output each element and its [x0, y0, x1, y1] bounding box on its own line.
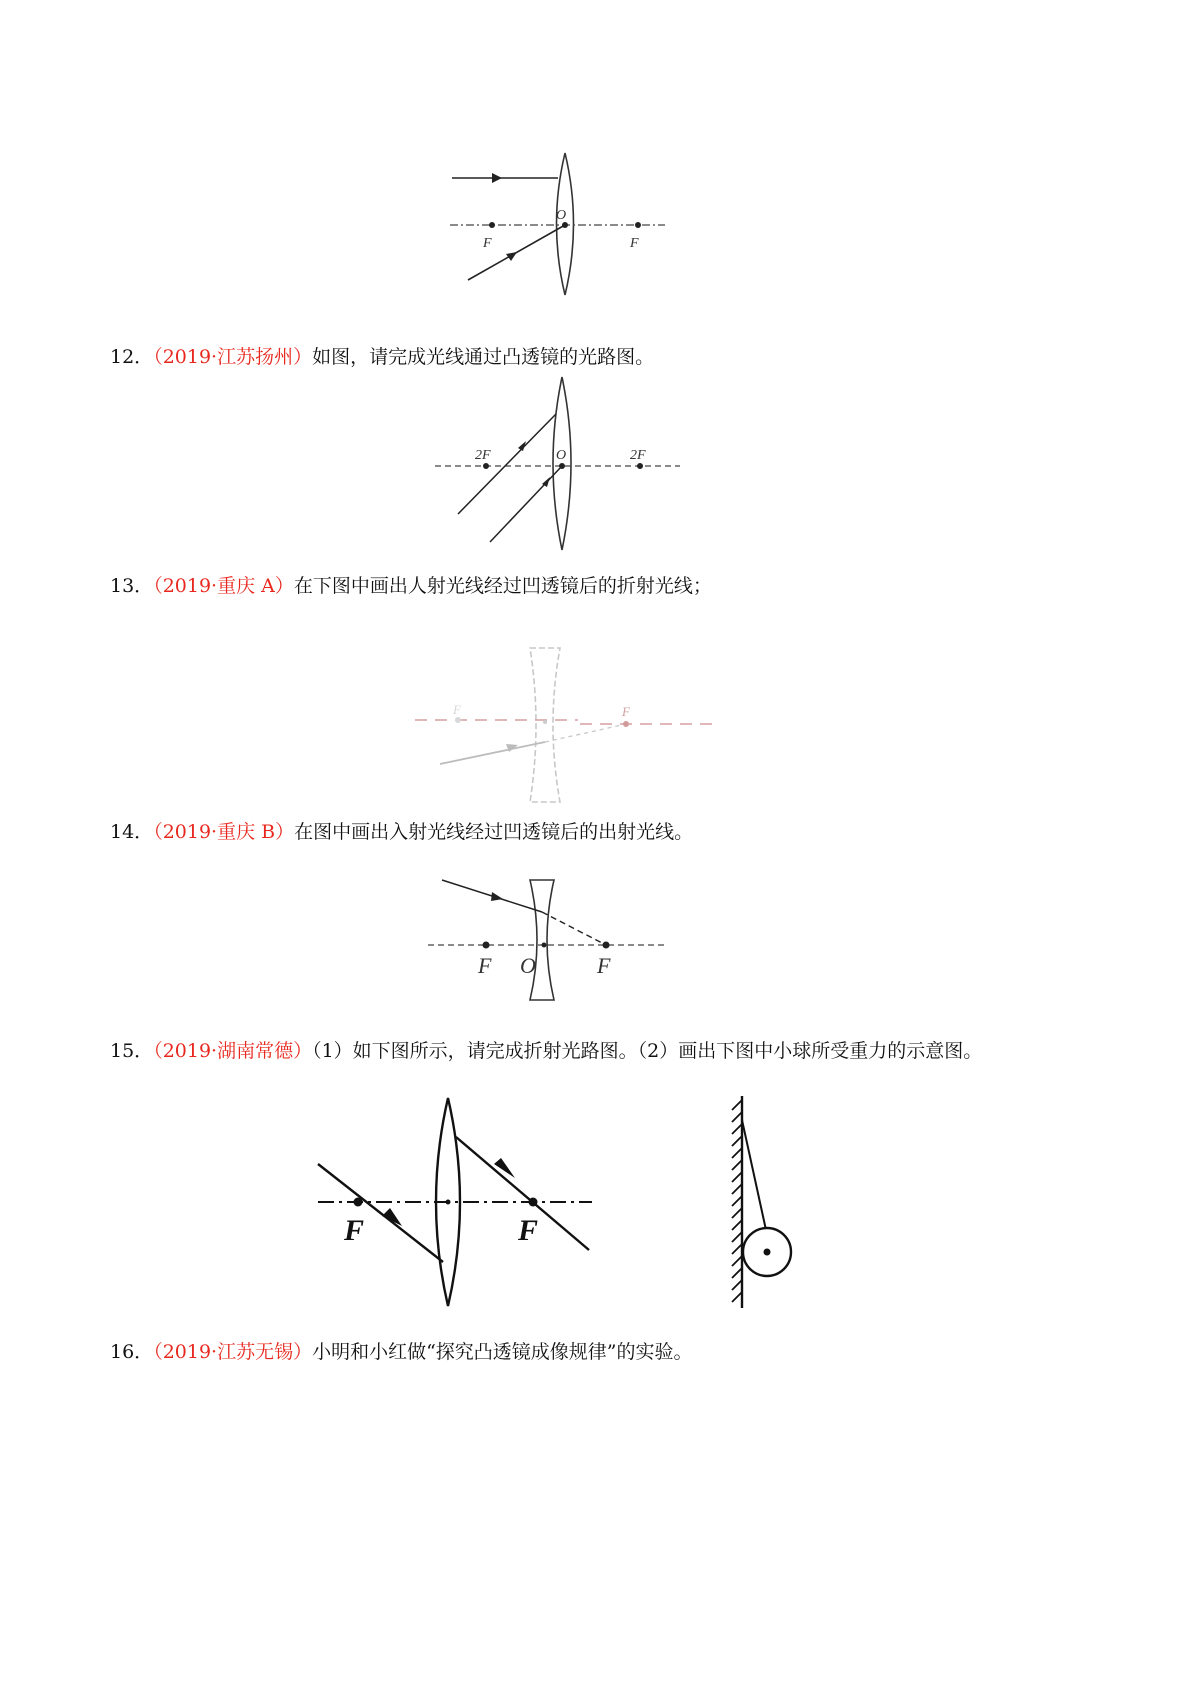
incident-ray-lower — [490, 466, 562, 542]
question-text: 小明和小红做“探究凸透镜成像规律”的实验。 — [312, 1341, 693, 1363]
wall-hatching — [732, 1100, 742, 1302]
question-source: （2019·湖南常德） — [153, 1040, 313, 1062]
question-source: （2019·重庆 B） — [153, 821, 295, 843]
label-f-left: F — [453, 702, 461, 717]
extension-line — [542, 912, 606, 945]
focus-point-right — [623, 721, 629, 727]
focus-point-left — [455, 717, 461, 723]
concave-lens — [530, 880, 554, 1000]
label-o: O — [556, 208, 567, 223]
optical-center-point — [543, 720, 547, 724]
label-f-left: F — [483, 236, 492, 251]
ball-center-point — [764, 1249, 771, 1256]
question-15 — [110, 1039, 982, 1063]
question-number: 16． — [110, 1341, 154, 1363]
question-text: 如图，请完成光线通过凸透镜的光路图。 — [312, 346, 655, 368]
focus-point-right — [635, 222, 641, 228]
optical-center-point — [542, 943, 547, 948]
concave-lens-diagram-1 — [400, 640, 730, 810]
arrow-icon — [492, 173, 502, 183]
question-14 — [110, 820, 693, 844]
question-source: （2019·江苏无锡） — [153, 1341, 313, 1363]
question-text: （1）如下图所示，请完成折射光路图。（2）画出下图中小球所受重力的示意图。 — [312, 1040, 983, 1062]
label-f-left: F — [344, 1214, 365, 1247]
focus-point-left — [354, 1198, 363, 1207]
question-text: 在图中画出入射光线经过凹透镜后的出射光线。 — [294, 821, 694, 843]
focus-point-right — [529, 1198, 538, 1207]
convex-lens-diagram-2 — [430, 374, 690, 554]
focus-point-left — [483, 942, 490, 949]
extension-line — [545, 724, 626, 742]
optical-center-point — [559, 463, 565, 469]
question-16 — [110, 1340, 693, 1364]
concave-lens-diagram-2 — [420, 872, 680, 1012]
label-f-right: F — [622, 704, 630, 719]
question-number: 15． — [110, 1040, 154, 1062]
focus-point-right — [603, 942, 610, 949]
label-f-left: F — [478, 953, 492, 978]
label-f-right: F — [597, 953, 611, 978]
question-number: 13． — [110, 575, 154, 597]
question-number: 12． — [110, 346, 154, 368]
label-o: O — [520, 953, 536, 978]
question-text: 在下图中画出人射光线经过凹透镜后的折射光线； — [293, 575, 712, 597]
optical-center-point — [446, 1200, 451, 1205]
2f-point-right — [637, 463, 643, 469]
question-source: （2019·江苏扬州） — [153, 346, 313, 368]
question-number: 14． — [110, 821, 154, 843]
convex-lens-diagram-1 — [440, 150, 680, 300]
concave-lens — [530, 648, 560, 802]
incident-ray-upper — [458, 414, 556, 514]
focus-point-left — [489, 222, 495, 228]
label-f-right: F — [630, 236, 639, 251]
question-13 — [110, 574, 712, 598]
convex-lens-diagram-3 — [310, 1092, 610, 1312]
label-2f-right: 2F — [630, 448, 646, 463]
arrow-icon — [506, 252, 517, 261]
2f-point-left — [483, 463, 489, 469]
question-12 — [110, 345, 654, 369]
incident-ray — [318, 1164, 443, 1262]
label-f-right: F — [518, 1214, 539, 1247]
incident-ray — [440, 742, 545, 764]
label-o: O — [556, 448, 567, 463]
label-2f-left: 2F — [475, 448, 491, 463]
string — [742, 1120, 766, 1230]
question-source: （2019·重庆 A） — [153, 575, 294, 597]
hanging-ball-diagram — [720, 1092, 810, 1312]
arrow-icon — [494, 1158, 515, 1178]
